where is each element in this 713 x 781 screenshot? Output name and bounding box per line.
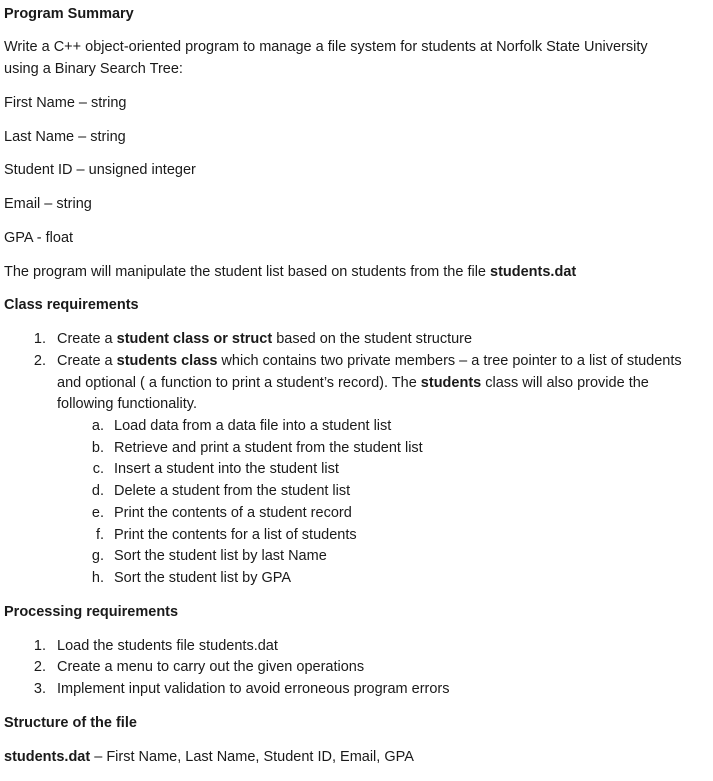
class-requirements-heading: Class requirements <box>4 297 139 313</box>
structure-fields: – First Name, Last Name, Student ID, Email, GPA <box>90 749 414 765</box>
field-email: Email – string <box>4 196 92 212</box>
structure-heading: Structure of the file <box>4 715 137 731</box>
field-gpa: GPA - float <box>4 230 74 246</box>
field-first-name: First Name – string <box>4 95 127 111</box>
program-summary-heading: Program Summary <box>4 6 134 22</box>
processing-requirements-heading: Processing requirements <box>4 604 179 620</box>
manipulate-file: students.dat <box>490 264 577 280</box>
field-student-id: Student ID – unsigned integer <box>4 162 196 178</box>
structure-file: students.dat <box>4 749 91 765</box>
manipulate-sentence <box>4 262 576 282</box>
field-last-name: Last Name – string <box>4 129 126 145</box>
class-item-2-text: Create a students class which contains two private members – a tree pointer to a list of students <box>57 353 682 369</box>
list-number: 2. <box>33 353 46 369</box>
manipulate-prefix: The program will manipulate the student list based on students from the file <box>4 264 491 280</box>
list-number: 1. <box>33 331 46 347</box>
structure-line <box>4 747 414 767</box>
intro-line-1: Write a C++ object-oriented program to manage a file system for students at Norfolk State University <box>4 39 648 55</box>
class-item-1-text: Create a student class or struct based on the student structure <box>57 331 473 347</box>
intro-line-2: using a Binary Search Tree: <box>4 61 183 77</box>
